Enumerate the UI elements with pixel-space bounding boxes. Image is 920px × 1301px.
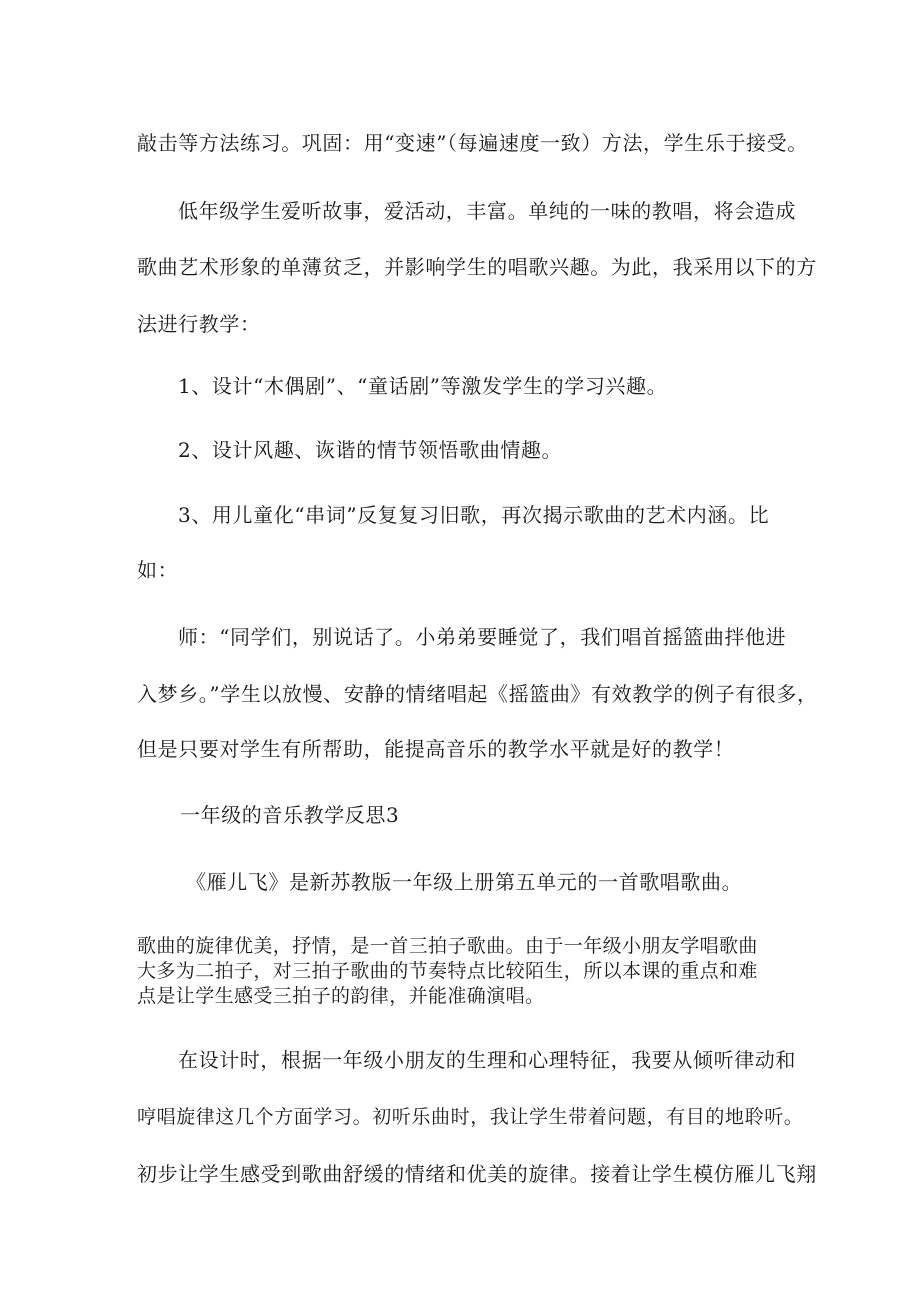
text-line: 初步让学生感受到歌曲舒缓的情绪和优美的旋律。接着让学生模仿雁儿飞翔 [137, 1162, 817, 1186]
text-line: 大多为二拍子，对三拍子歌曲的节奏特点比较陌生，所以本课的重点和难 [137, 960, 758, 982]
list-item-3: 3、用儿童化“串词”反复复习旧歌，再次揭示歌曲的艺术内涵。比 [178, 503, 770, 527]
section-intro-line: 《雁儿飞》是新苏教版一年级上册第五单元的一首歌唱歌曲。 [186, 870, 743, 894]
text-line: 入梦乡。”学生以放慢、安静的情绪唱起《摇篮曲》有效教学的例子有很多， [137, 682, 818, 706]
text-line: 如： [137, 558, 179, 582]
text-line: 点是让学生感受三拍子的韵律，并能准确演唱。 [137, 985, 545, 1007]
paragraph-start-line: 在设计时，根据一年级小朋友的生理和心理特征，我要从倾听律动和 [178, 1048, 796, 1072]
section-title: 一年级的音乐教学反思3 [180, 803, 400, 827]
text-line: 敲击等方法练习。巩固：用“变速”（每遍速度一致）方法，学生乐于接受。 [137, 131, 808, 155]
text-line: 哼唱旋律这几个方面学习。初听乐曲时，我让学生带着问题，有目的地聆听。 [137, 1106, 804, 1128]
text-line: 歌曲的旋律优美，抒情，是一首三拍子歌曲。由于一年级小朋友学唱歌曲 [137, 935, 758, 957]
paragraph-start-line: 低年级学生爱听故事，爱活动，丰富。单纯的一味的教唱，将会造成 [178, 199, 796, 223]
text-line: 法进行教学： [137, 312, 261, 336]
text-line: 歌曲艺术形象的单薄贫乏，并影响学生的唱歌兴趣。为此，我采用以下的方 [137, 255, 817, 279]
text-line: 但是只要对学生有所帮助，能提高音乐的教学水平就是好的教学！ [137, 737, 735, 761]
list-item-1: 1、设计“木偶剧”、“童话剧”等激发学生的学习兴趣。 [178, 374, 668, 398]
list-item-2: 2、设计风趣、诙谐的情节领悟歌曲情趣。 [178, 438, 563, 462]
dialogue-line: 师：“同学们，别说话了。小弟弟要睡觉了，我们唱首摇篮曲拌他进 [178, 625, 787, 649]
